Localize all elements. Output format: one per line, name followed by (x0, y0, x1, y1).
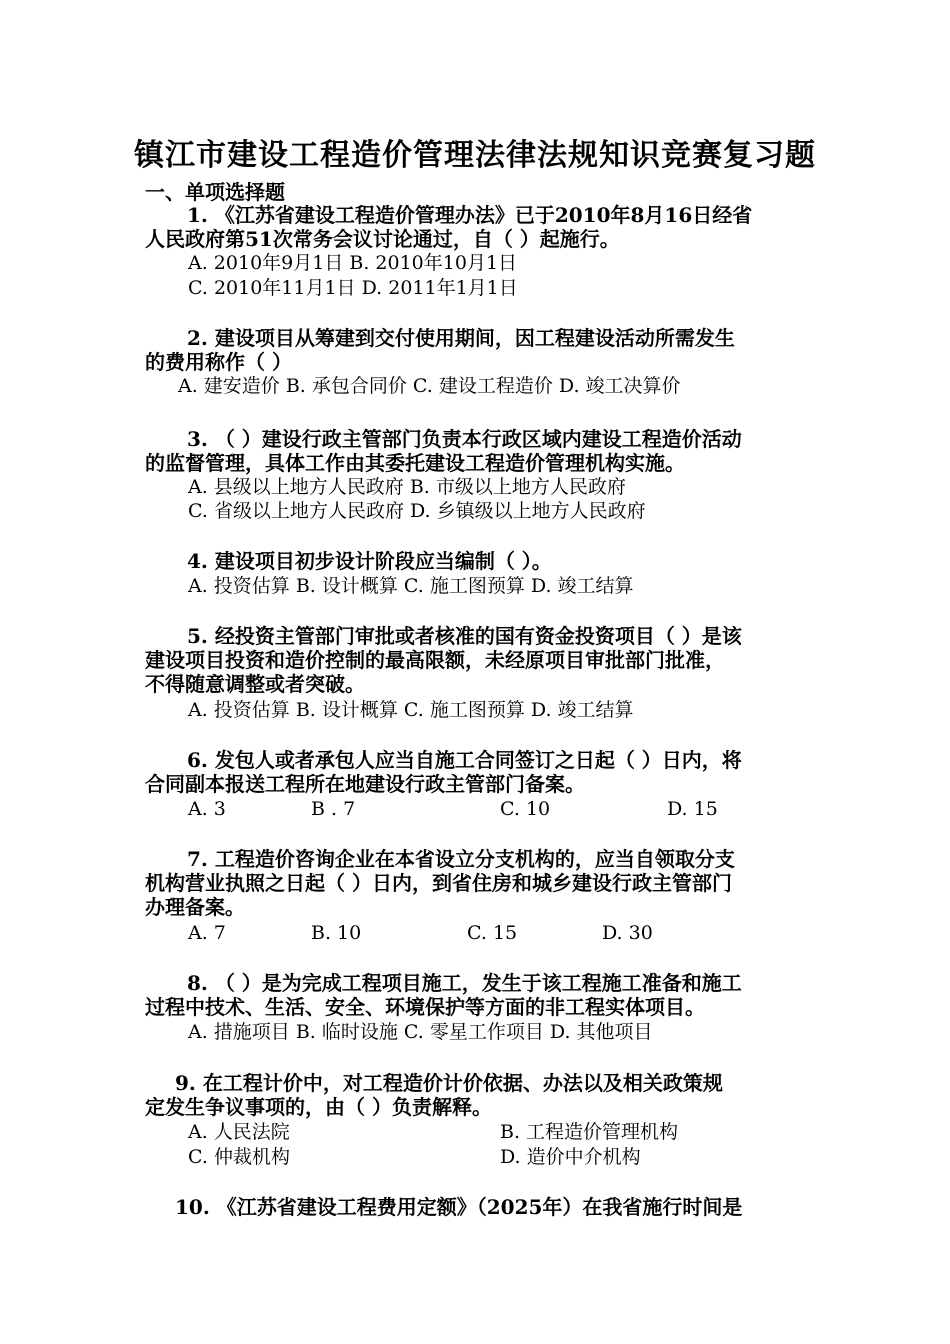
option-a: A. 7 (188, 922, 226, 944)
question-text-line: 7. 工程造价咨询企业在本省设立分支机构的，应当自领取分支 (187, 847, 735, 871)
question-text-line: 9. 在工程计价中，对工程造价计价依据、办法以及相关政策规 (175, 1071, 723, 1095)
option-c: C. 15 (467, 922, 518, 944)
question-text-line: 6. 发包人或者承包人应当自施工合同签订之日起（ ）日内，将 (187, 748, 742, 772)
question-6 (145, 748, 810, 796)
question-text-line: 3. （ ）建设行政主管部门负责本行政区域内建设工程造价活动 (187, 427, 742, 451)
question-1 (145, 203, 810, 251)
question-text-line: 1. 《江苏省建设工程造价管理办法》已于2010年8月16日经省 (187, 203, 753, 227)
option-line: A. 投资估算 B. 设计概算 C. 施工图预算 D. 竣工结算 (188, 575, 634, 597)
question-5 (145, 624, 810, 696)
option-line: A. 2010年9月1日 B. 2010年10月1日 (188, 252, 518, 274)
question-text-line: 的监督管理，具体工作由其委托建设工程造价管理机构实施。 (145, 451, 685, 475)
question-text-line: 2. 建设项目从筹建到交付使用期间，因工程建设活动所需发生 (187, 326, 735, 350)
question-8 (145, 971, 810, 1019)
question-text-line: 8. （ ）是为完成工程项目施工，发生于该工程施工准备和施工 (187, 971, 742, 995)
question-7 (145, 847, 810, 919)
question-text-line: 建设项目投资和造价控制的最高限额，未经原项目审批部门批准， (145, 648, 725, 672)
question-4 (145, 549, 810, 573)
section-heading: 一、单项选择题 (145, 180, 285, 204)
question-text-line: 定发生争议事项的，由（ ）负责解释。 (145, 1095, 492, 1119)
option-a: A. 人民法院 (188, 1121, 290, 1143)
option-a: A. 3 (188, 798, 226, 820)
question-10 (145, 1195, 810, 1219)
question-text-line: 10. 《江苏省建设工程费用定额》（2025年）在我省施行时间是 (175, 1195, 743, 1219)
question-text-line: 办理备案。 (145, 895, 245, 919)
question-text-line: 机构营业执照之日起（ ）日内，到省住房和城乡建设行政主管部门 (145, 871, 732, 895)
question-text-line: 的费用称作（ ） (145, 350, 292, 374)
option-line: A. 建安造价 B. 承包合同价 C. 建设工程造价 D. 竣工决算价 (178, 375, 681, 397)
question-text-line: 人民政府第51次常务会议讨论通过，自（ ）起施行。 (145, 227, 620, 251)
question-text-line: 合同副本报送工程所在地建设行政主管部门备案。 (145, 772, 585, 796)
option-c: C. 10 (500, 798, 551, 820)
question-3 (145, 427, 810, 475)
option-d: D. 30 (602, 922, 653, 944)
option-c: C. 仲裁机构 (188, 1146, 290, 1168)
question-2 (145, 326, 810, 374)
option-b: B. 10 (311, 922, 362, 944)
option-d: D. 15 (667, 798, 718, 820)
option-line: A. 县级以上地方人民政府 B. 市级以上地方人民政府 (188, 476, 626, 498)
question-text-line: 过程中技术、生活、安全、环境保护等方面的非工程实体项目。 (145, 995, 705, 1019)
option-line: A. 投资估算 B. 设计概算 C. 施工图预算 D. 竣工结算 (188, 699, 634, 721)
question-text-line: 不得随意调整或者突破。 (145, 672, 365, 696)
option-d: D. 造价中介机构 (500, 1146, 641, 1168)
option-line: C. 省级以上地方人民政府 D. 乡镇级以上地方人民政府 (188, 500, 646, 522)
question-text-line: 4. 建设项目初步设计阶段应当编制（ ）。 (187, 549, 552, 573)
option-b: B . 7 (311, 798, 356, 820)
question-9 (145, 1071, 810, 1119)
option-b: B. 工程造价管理机构 (500, 1121, 679, 1143)
option-line: A. 措施项目 B. 临时设施 C. 零星工作项目 D. 其他项目 (188, 1021, 653, 1043)
question-text-line: 5. 经投资主管部门审批或者核准的国有资金投资项目（ ）是该 (187, 624, 742, 648)
option-line: C. 2010年11月1日 D. 2011年1月1日 (188, 277, 518, 299)
page-title: 镇江市建设工程造价管理法律法规知识竞赛复习题 (134, 138, 816, 173)
